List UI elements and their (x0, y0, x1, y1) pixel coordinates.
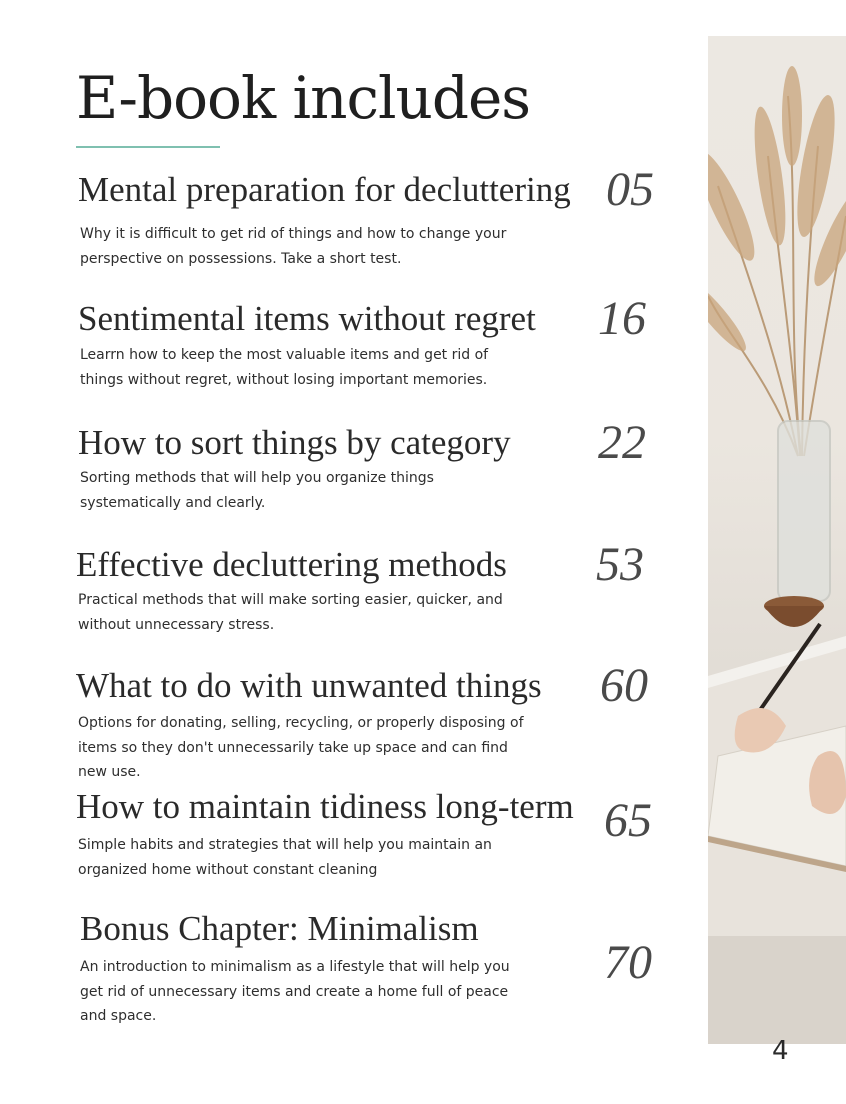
chapter-page-number: 05 (606, 163, 654, 216)
chapter-title: How to sort things by category (78, 423, 511, 462)
description-line: without unnecessary stress. (78, 616, 275, 633)
chapter-page-number: 16 (598, 292, 646, 345)
chapter-title: Bonus Chapter: Minimalism (80, 909, 479, 948)
description-line: organized home without constant cleaning (78, 861, 378, 878)
description-line: perspective on possessions. Take a short test. (80, 250, 402, 267)
pampas-vase-writing-photo (708, 36, 846, 1044)
description-line: new use. (78, 764, 141, 780)
description-line: Why it is difficult to get rid of things and how to change your (80, 226, 507, 242)
chapter-page-number: 22 (598, 416, 646, 469)
description-line: Options for donating, selling, recycling, or properly disposing of (78, 715, 524, 731)
description-line: items so they don't unnecessarily take up space and can find (78, 739, 508, 756)
description-line: Learrn how to keep the most valuable items and get rid of (80, 347, 489, 363)
photo-illustration (708, 36, 846, 1044)
chapter-title: Sentimental items without regret (78, 299, 536, 338)
chapter-title: Mental preparation for decluttering (78, 170, 571, 209)
page-number: 4 (772, 1036, 789, 1066)
chapter-page-number: 65 (604, 794, 652, 847)
description-line: An introduction to minimalism as a lifestyle that will help you (80, 959, 510, 975)
chapter-description (78, 711, 524, 785)
chapter-description (78, 833, 492, 882)
chapter-title: How to maintain tidiness long-term (76, 787, 574, 826)
chapter-description (80, 955, 510, 1029)
description-line: things without regret, without losing important memories. (80, 371, 488, 388)
description-line: get rid of unnecessary items and create a home full of peace (80, 983, 509, 1000)
description-line: systematically and clearly. (80, 494, 266, 511)
chapter-page-number: 53 (596, 538, 644, 591)
description-line: Sorting methods that will help you organize things (80, 470, 434, 486)
chapter-title: Effective decluttering methods (76, 545, 507, 584)
description-line: and space. (80, 1008, 157, 1024)
chapter-description (80, 222, 506, 271)
chapter-title: What to do with unwanted things (76, 666, 542, 705)
page-title: E-book includes (76, 64, 531, 132)
chapter-page-number: 70 (604, 936, 652, 989)
chapter-description (80, 466, 434, 515)
description-line: Practical methods that will make sorting easier, quicker, and (78, 592, 503, 608)
title-underline (76, 146, 220, 148)
chapter-description (78, 588, 503, 637)
chapter-description (80, 343, 488, 392)
description-line: Simple habits and strategies that will help you maintain an (78, 837, 492, 853)
chapter-page-number: 60 (600, 659, 648, 712)
